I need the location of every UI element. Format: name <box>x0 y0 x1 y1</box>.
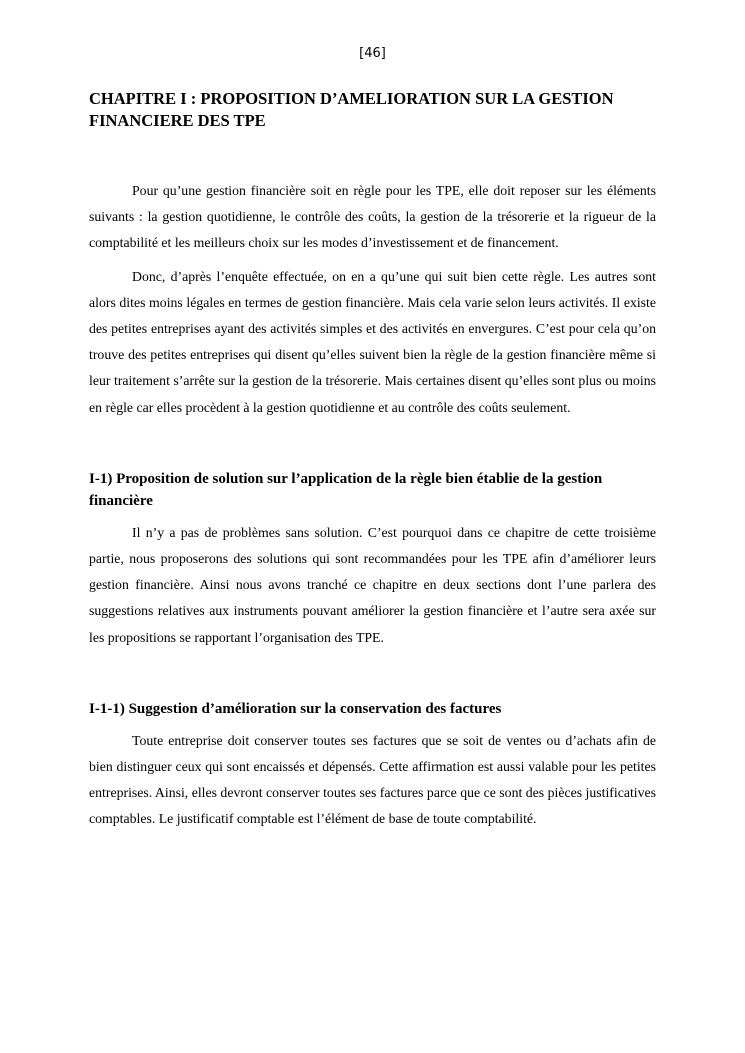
section-1-1-paragraph: Toute entreprise doit conserver toutes ses factures que se soit de ventes ou d’achats afin de bien distinguer ceux qui sont encaissés et dépensés. Cette affirmation est aussi valable pour les petites entreprises. Ainsi, elles devront conserver toutes ses factures parce que ce sont des pièces justificatives comptables. Le justificatif comptable est l’élément de base de toute comptabilité. <box>89 732 657 827</box>
survey-paragraph: Donc, d’après l’enquête effectuée, on en a qu’une qui suit bien cette règle. Les autres sont alors dites moins légales en termes de gestion financière. Mais cela varie selon leurs activités. Il existe des petites entreprises ayant des activités simples et des activités en envergures. C’est pour cela qu’on trouve des petites entreprises qui disent qu’elles suivent bien la règle de la gestion financière même si leur traitement s’arrête sur la gestion de la trésorerie. Mais certaines disent qu’elles sont plus ou moins en règle car elles procèdent à la gestion quotidienne et au contrôle des coûts seulement. <box>89 268 656 415</box>
page-content <box>89 88 656 833</box>
intro-paragraph: Pour qu’une gestion financière soit en règle pour les TPE, elle doit reposer sur les éléments suivants : la gestion quotidienne, le contrôle des coûts, la gestion de la trésorerie et la rigueur de la comptabilité et les meilleurs choix sur les modes d’investissement et de financement. <box>89 183 656 251</box>
section-1-title: I-1) Proposition de solution sur l’application de la règle bien établie de la gestion financière <box>89 470 603 509</box>
page-number: [46] <box>359 46 386 61</box>
section-1-1-title: I-1-1) Suggestion d’amélioration sur la conservation des factures <box>89 700 502 717</box>
chapter-title: CHAPITRE I : PROPOSITION D’AMELIORATION SUR LA GESTION FINANCIERE DES TPE <box>89 89 614 130</box>
section-1-paragraph: Il n’y a pas de problèmes sans solution. C’est pourquoi dans ce chapitre de cette troisième partie, nous proposerons des solutions qui sont recommandées pour les TPE afin d’améliorer leurs gestion financière. Ainsi nous avons tranché ce chapitre en deux sections dont l’une parlera des suggestions relatives aux instruments pouvant améliorer la gestion financière et l’autre sera axée sur les propositions se rapportant l’organisation des TPE. <box>89 524 656 645</box>
